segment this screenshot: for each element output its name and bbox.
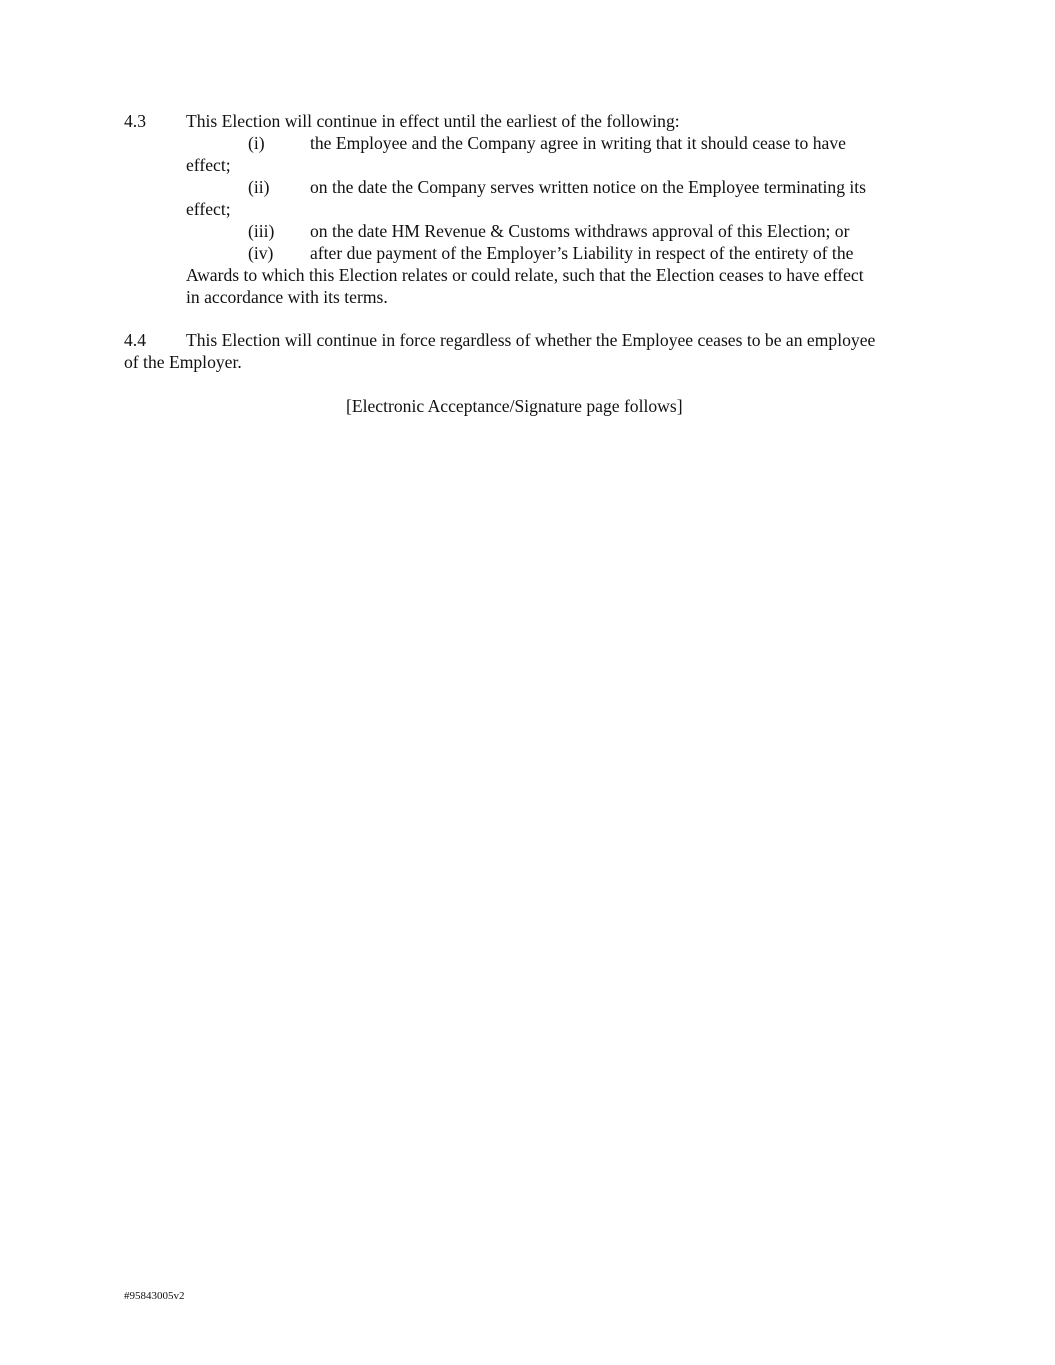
item-iv-marker: (iv) [248, 243, 274, 263]
section-4-3-intro: This Election will continue in effect until the earliest of the following: [186, 111, 680, 131]
item-i-marker: (i) [248, 133, 265, 153]
item-ii-continuation: effect; [186, 199, 231, 219]
section-4-4-text: This Election will continue in force regardless of whether the Employee ceases to be an employee [186, 330, 876, 350]
item-iv-continuation-2: in accordance with its terms. [186, 287, 388, 307]
item-ii-marker: (ii) [248, 177, 270, 197]
section-4-4-number: 4.4 [124, 330, 146, 350]
item-ii-text: on the date the Company serves written notice on the Employee terminating its [310, 177, 867, 197]
item-i-text: the Employee and the Company agree in writing that it should cease to have [310, 133, 846, 153]
signature-note: [Electronic Acceptance/Signature page follows] [346, 396, 683, 416]
item-iii-marker: (iii) [248, 221, 275, 241]
item-iii-text: on the date HM Revenue & Customs withdraws approval of this Election; or [310, 221, 850, 241]
item-iv-text: after due payment of the Employer’s Liability in respect of the entirety of the [310, 243, 854, 263]
document-id-footer: #95843005v2 [124, 1290, 185, 1302]
section-4-4-continuation: of the Employer. [124, 352, 242, 372]
item-iv-continuation-1: Awards to which this Election relates or could relate, such that the Election ceases to have effect [186, 265, 864, 285]
section-4-3-number: 4.3 [124, 111, 146, 131]
item-i-continuation: effect; [186, 155, 231, 175]
